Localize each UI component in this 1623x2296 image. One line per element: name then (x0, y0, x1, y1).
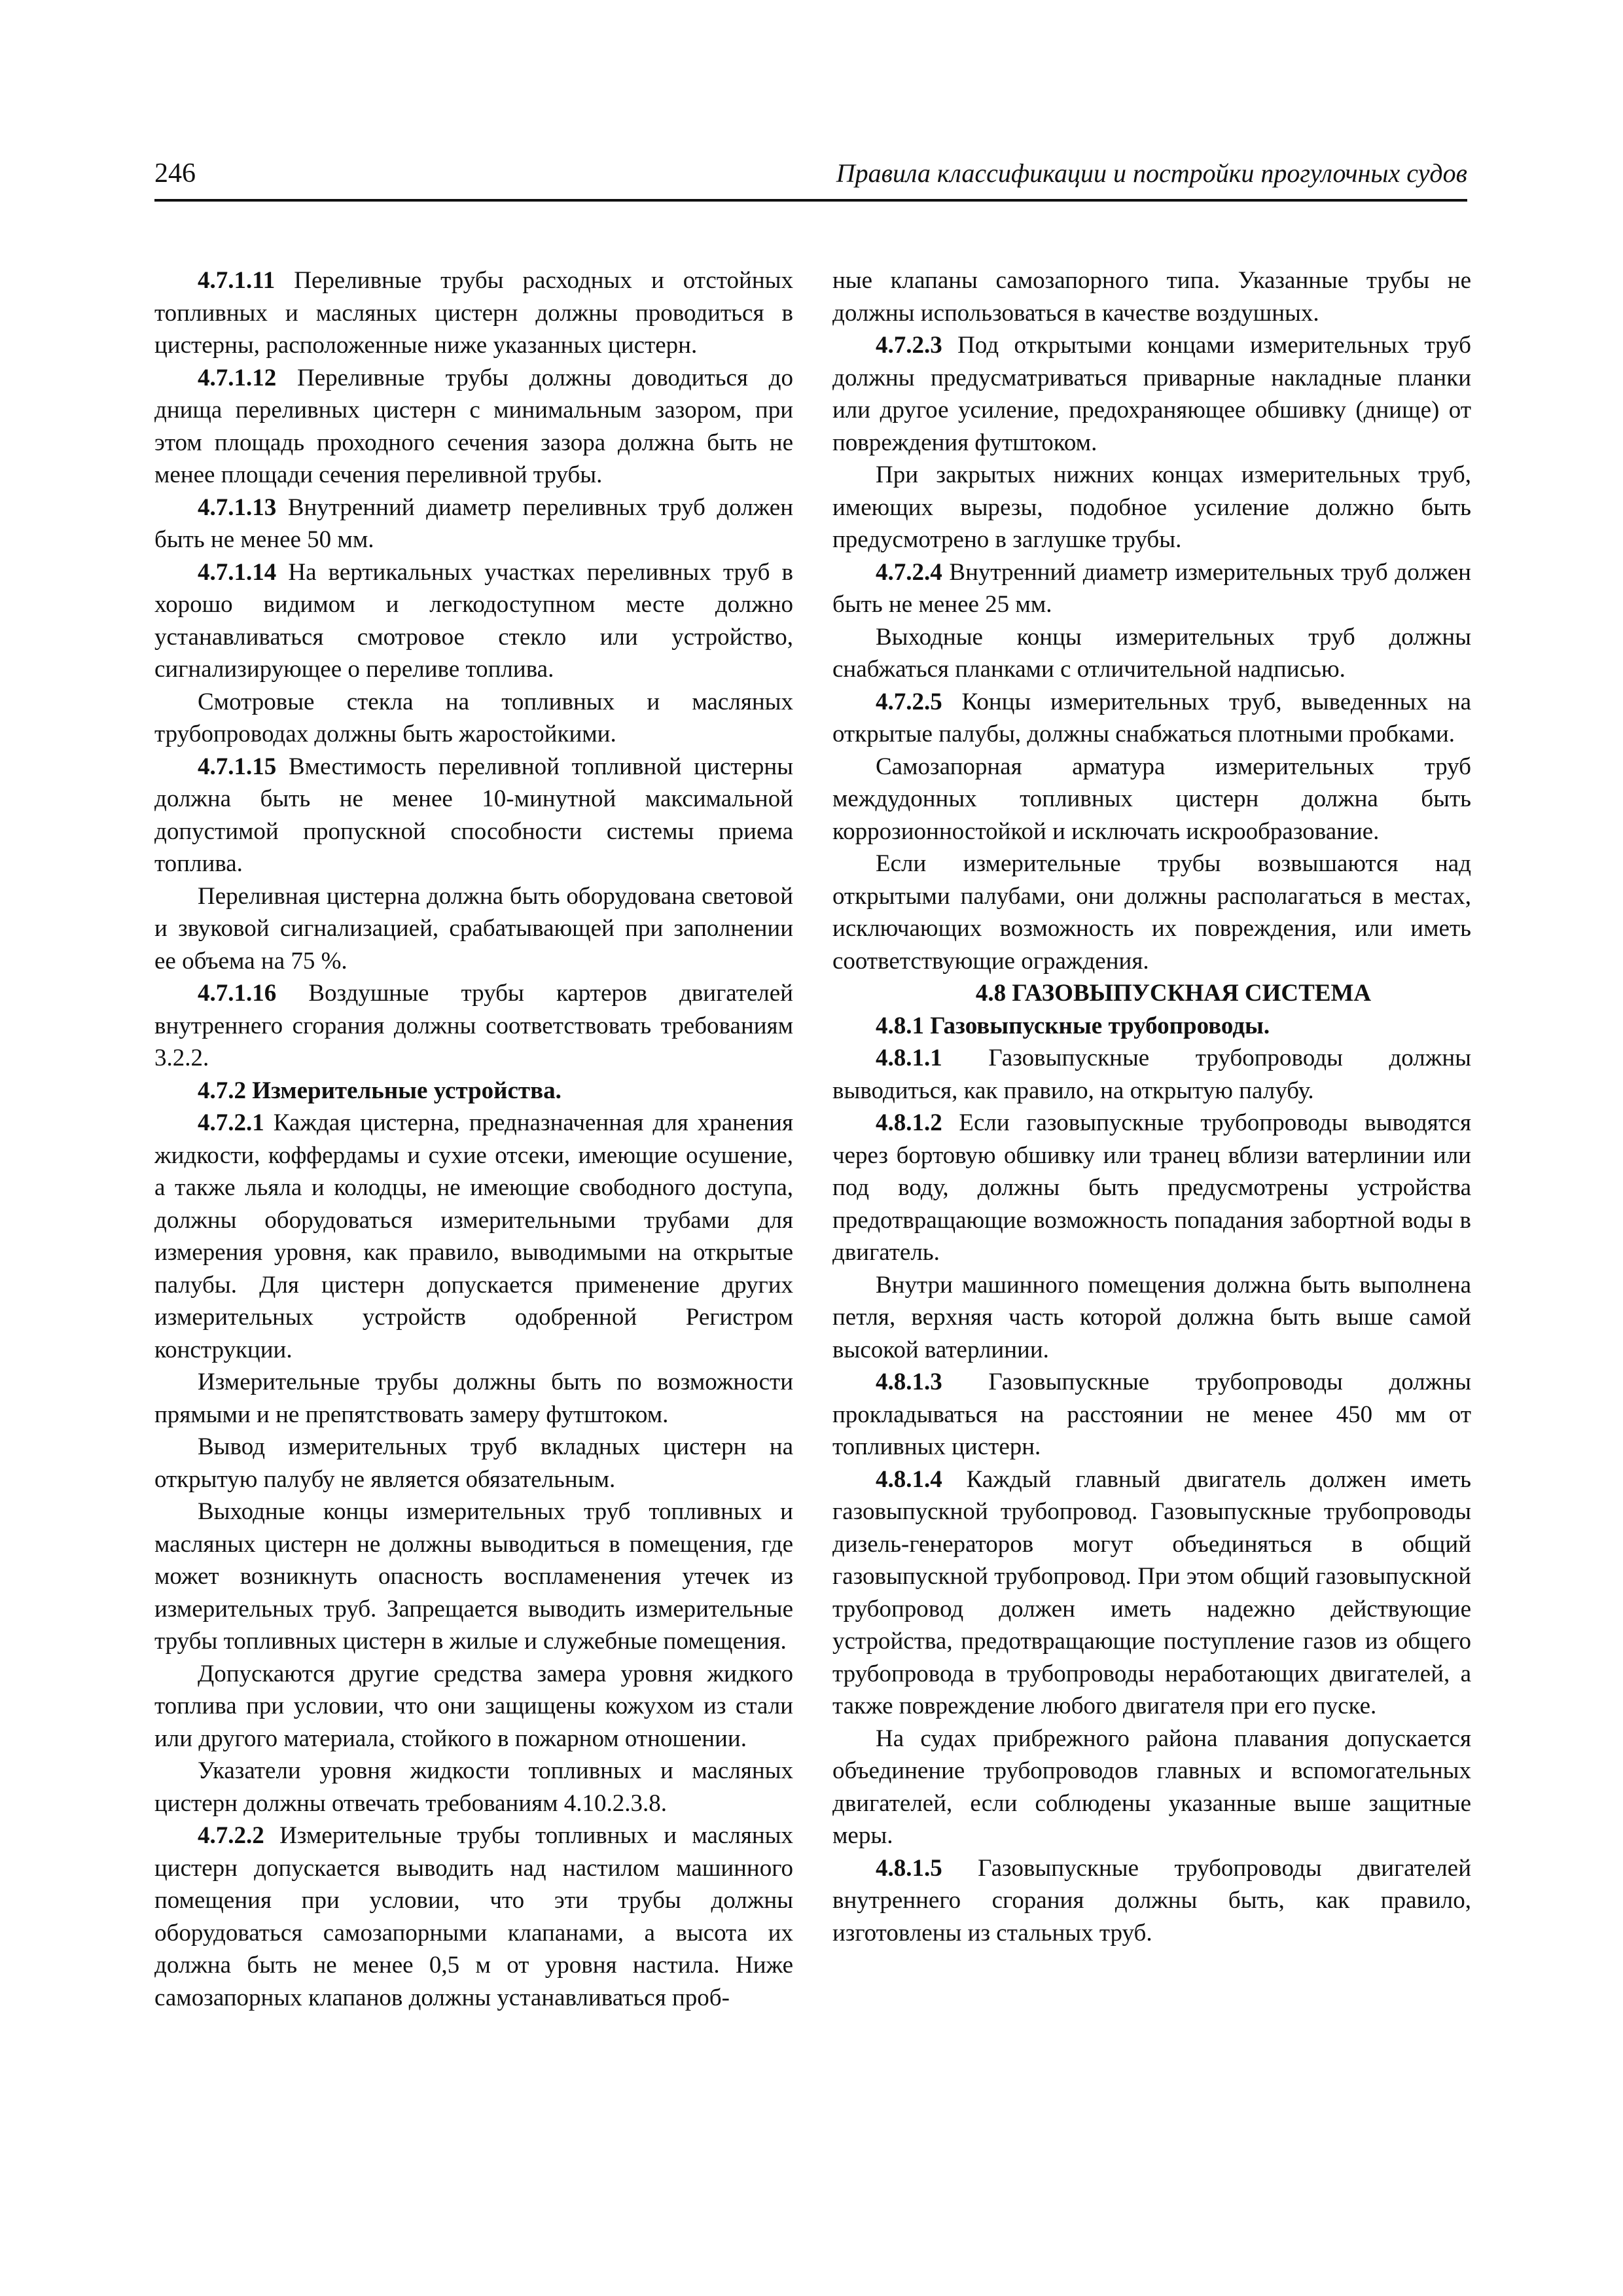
running-title: Правила классификации и постройки прогулочных судов (836, 158, 1467, 188)
paragraph: На судах прибрежного района плавания допускается объединение трубопроводов главных и вспомогательных двигателей, если соблюдены указанные выше защитные меры. (832, 1725, 1471, 1849)
paragraph-4-7-2-2 (154, 1820, 793, 2014)
clause-text: Каждая цистерна, предназначенная для хранения жидкости, коффердамы и сухие отсеки, имеющие осушение, а также льяла и колодцы, не имеющие свободного доступа, должны оборудоваться измерительными трубами для измерения уровня, как правило, выводимыми на открытые палубы. Для цистерн допускается применение других измерительных устройств одобренной Регистром конструкции. (154, 1109, 793, 1363)
page-header (154, 152, 1467, 202)
paragraph: Указатели уровня жидкости топливных и масляных цистерн должны отвечать требованиям 4.10.2.3.8. (154, 1757, 793, 1817)
clause-number: 4.7.2.4 (876, 558, 942, 586)
paragraph-4-7-2-1 (154, 1107, 793, 1366)
clause-text: Газовыпускные трубопроводы двигателей внутреннего сгорания должны быть, как правило, изготовлены из стальных труб. (832, 1854, 1471, 1946)
paragraph-continued: ные клапаны самозапорного типа. Указанные трубы не должны использоваться в качестве воздушных. (832, 267, 1471, 327)
paragraph-4-7-1-12 (154, 362, 793, 492)
clause-text: Каждый главный двигатель должен иметь газовыпускной трубопровод. Газовыпускные трубопроводы дизель-генераторов могут объединяться в общий газовыпускной трубопровод. При этом общий газовыпускной трубопровод должен иметь надежно действующие устройства, предотвращающие поступление газов из общего трубопровода в трубопроводы неработающих двигателей, а также повреждение любого двигателя при его пуске. (832, 1465, 1471, 1719)
paragraph: Допускаются другие средства замера уровня жидкого топлива при условии, что они защищены кожухом из стали или другого материала, стойкого в пожарном отношении. (154, 1660, 793, 1752)
clause-text: Газовыпускные трубопроводы должны выводиться, как правило, на открытую палубу. (832, 1045, 1471, 1104)
clause-text: Внутренний диаметр измерительных труб должен быть не менее 25 мм. (832, 558, 1471, 618)
clause-text: Измерительные трубы топливных и масляных цистерн допускается выводить над настилом машинного помещения при условии, что эти трубы должны оборудоваться самозапорными клапанами, а высота их должна быть не менее 0,5 м от уровня настила. Ниже самозапорных клапанов должны устанавливаться проб- (154, 1822, 793, 2011)
paragraph-4-7-1-14 (154, 556, 793, 686)
clause-number: 4.8.1.4 (876, 1465, 942, 1493)
paragraph-4-7-2-4 (832, 556, 1471, 621)
clause-number: 4.7.1.11 (198, 267, 276, 294)
section-title-4-8: 4.8 ГАЗОВЫПУСКНАЯ СИСТЕМА (975, 980, 1372, 1007)
clause-number: 4.7.2.2 (198, 1822, 264, 1849)
clause-number: 4.7.2.3 (876, 332, 942, 359)
subsection-heading-4-7-2: 4.7.2 Измерительные устройства. (198, 1077, 562, 1104)
clause-text: Газовыпускные трубопроводы должны прокладываться на расстоянии не менее 450 мм от топливных цистерн. (832, 1369, 1471, 1460)
right-column (832, 264, 1471, 1949)
paragraph: Смотровые стекла на топливных и масляных трубопроводах должны быть жаростойкими. (154, 688, 793, 747)
clause-number: 4.7.1.14 (198, 558, 277, 586)
clause-number: 4.7.2.5 (876, 688, 942, 715)
paragraph: Вывод измерительных труб вкладных цистерн на открытую палубу не является обязательным. (154, 1433, 793, 1493)
clause-text: Воздушные трубы картеров двигателей внутреннего сгорания должны соответствовать требованиям 3.2.2. (154, 980, 793, 1071)
clause-text: На вертикальных участках переливных труб в хорошо видимом и легкодоступном месте должно устанавливаться смотровое стекло или устройство, сигнализирующее о переливе топлива. (154, 558, 793, 683)
paragraph-4-7-1-13 (154, 492, 793, 556)
paragraph: При закрытых нижних концах измерительных труб, имеющих вырезы, подобное усиление должно быть предусмотрено в заглушке трубы. (832, 461, 1471, 553)
clause-number: 4.7.2.1 (198, 1109, 264, 1136)
clause-text: Концы измерительных труб, выведенных на открытые палубы, должны снабжаться плотными пробками. (832, 688, 1471, 747)
clause-text: Переливные трубы расходных и отстойных топливных и масляных цистерн должны проводиться в цистерны, расположенные ниже указанных цистерн. (154, 267, 793, 359)
clause-text: Внутренний диаметр переливных труб должен быть не менее 50 мм. (154, 493, 793, 553)
page-number: 246 (154, 158, 196, 188)
paragraph-4-7-1-15 (154, 751, 793, 880)
clause-text: Под открытыми концами измерительных труб должны предусматриваться приварные накладные планки или другое усиление, предохраняющее обшивку (днище) от повреждения футштоком. (832, 332, 1471, 456)
paragraph: Выходные концы измерительных труб топливных и масляных цистерн не должны выводиться в помещения, где может возникнуть опасность воспламенения утечек из измерительных труб. Запрещается выводить измерительные трубы топливных цистерн в жилые и служебные помещения. (154, 1498, 793, 1655)
clause-number: 4.7.1.16 (198, 980, 277, 1007)
paragraph-4-8-1-5 (832, 1852, 1471, 1950)
paragraph-4-8-1-3 (832, 1366, 1471, 1463)
paragraph-4-7-1-11 (154, 264, 793, 362)
clause-text: Переливные трубы должны доводиться до днища переливных цистерн с минимальным зазором, при этом площадь проходного сечения зазора должна быть не менее площади сечения переливной трубы. (154, 364, 793, 488)
clause-number: 4.8.1.5 (876, 1854, 942, 1882)
paragraph-4-7-2-5 (832, 686, 1471, 751)
clause-number: 4.7.1.15 (198, 753, 277, 780)
paragraph-4-8-1-1 (832, 1042, 1471, 1107)
paragraph: Измерительные трубы должны быть по возможности прямыми и не препятствовать замеру футштоком. (154, 1369, 793, 1428)
clause-number: 4.7.1.12 (198, 364, 277, 391)
subsection-heading-4-8-1: 4.8.1 Газовыпускные трубопроводы. (876, 1012, 1270, 1039)
paragraph-4-8-1-2 (832, 1107, 1471, 1269)
left-column (154, 264, 793, 2014)
clause-number: 4.7.1.13 (198, 493, 277, 521)
clause-text: Вместимость переливной топливной цистерны должна быть не менее 10-минутной максимальной допустимой пропускной способности системы приема топлива. (154, 753, 793, 877)
clause-number: 4.8.1.3 (876, 1369, 942, 1395)
paragraph: Самозапорная арматура измерительных труб междудонных топливных цистерн должна быть коррозионностойкой и исключать искрообразование. (832, 753, 1471, 845)
paragraph-4-7-2-3 (832, 329, 1471, 459)
paragraph-4-7-1-16 (154, 977, 793, 1075)
paragraph-4-8-1-4 (832, 1463, 1471, 1723)
paragraph: Переливная цистерна должна быть оборудована световой и звуковой сигнализацией, срабатывающей при заполнении ее объема на 75 %. (154, 882, 793, 975)
paragraph: Выходные концы измерительных труб должны снабжаться планками с отличительной надписью. (832, 623, 1471, 683)
clause-text: Если газовыпускные трубопроводы выводятся через бортовую обшивку или транец вблизи ватерлинии или под воду, должны быть предусмотрены устройства предотвращающие возможность попадания забортной воды в двигатель. (832, 1109, 1471, 1266)
paragraph: Если измерительные трубы возвышаются над открытыми палубами, они должны располагаться в местах, исключающих возможность их повреждения, или иметь соответствующие ограждения. (832, 850, 1471, 975)
clause-number: 4.8.1.1 (876, 1045, 942, 1071)
paragraph: Внутри машинного помещения должна быть выполнена петля, верхняя часть которой должна быть выше самой высокой ватерлинии. (832, 1271, 1471, 1363)
clause-number: 4.8.1.2 (876, 1109, 942, 1136)
